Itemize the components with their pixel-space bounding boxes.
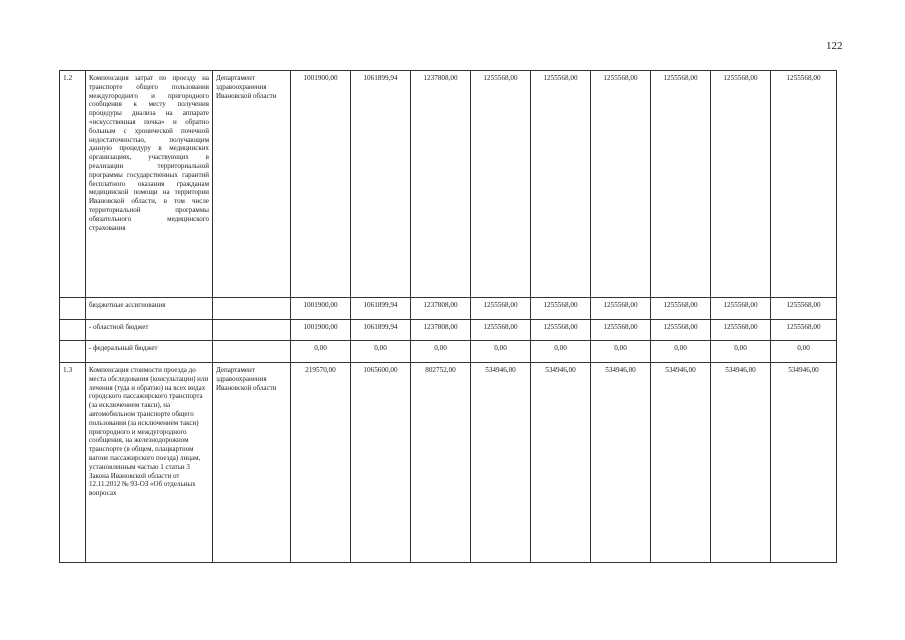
value-cell: 1255568,00 [591, 298, 651, 320]
row-description: бюджетные ассигнования [86, 298, 213, 320]
table-row [60, 298, 837, 320]
row-description: - федеральный бюджет [86, 341, 213, 363]
row-department [213, 320, 291, 341]
value-cell: 1255568,00 [531, 71, 591, 298]
value-cell: 0,00 [531, 341, 591, 363]
value-cell: 1061899,94 [351, 320, 411, 341]
budget-table [59, 70, 837, 563]
value-cell: 1255568,00 [711, 298, 771, 320]
value-cell: 1255568,00 [531, 320, 591, 341]
row-department [213, 341, 291, 363]
value-cell: 534946,00 [711, 363, 771, 563]
row-department: Департамент здравоохранения Ивановской области [213, 71, 291, 298]
value-cell: 1255568,00 [471, 71, 531, 298]
value-cell: 534946,00 [471, 363, 531, 563]
value-cell: 1001900,00 [291, 320, 351, 341]
table-row [60, 320, 837, 341]
row-description: Компенсация стоимости проезда до места обследования (консультации) или лечения (туда и обратно) на всех видах городского пассажирского транспорта (за исключением такси), на автомобильном транспорте общего пользования (за исключением такси) пригородного и междугородного сообщения, на железнодорожном транспорте (в общем, плацкартном вагоне пассажирского поезда) лицам, установленным частью 1 статьи 3 Закона Ивановской области от 12.11.2012 № 93-ОЗ «Об отдельных вопросах [86, 363, 213, 563]
value-cell: 1061899,94 [351, 298, 411, 320]
value-cell: 219570,00 [291, 363, 351, 563]
value-cell: 0,00 [411, 341, 471, 363]
value-cell: 0,00 [651, 341, 711, 363]
value-cell: 1255568,00 [771, 298, 837, 320]
value-cell: 534946,00 [651, 363, 711, 563]
value-cell: 1065600,00 [351, 363, 411, 563]
row-department [213, 298, 291, 320]
value-cell: 802752,00 [411, 363, 471, 563]
value-cell: 1255568,00 [771, 71, 837, 298]
value-cell: 0,00 [471, 341, 531, 363]
table-row [60, 71, 837, 298]
value-cell: 0,00 [351, 341, 411, 363]
value-cell: 1255568,00 [711, 320, 771, 341]
value-cell: 1255568,00 [591, 71, 651, 298]
row-code [60, 320, 86, 341]
value-cell: 1255568,00 [651, 71, 711, 298]
value-cell: 1255568,00 [591, 320, 651, 341]
value-cell: 1061899,94 [351, 71, 411, 298]
row-code [60, 341, 86, 363]
row-code: 1.3 [60, 363, 86, 563]
row-department: Департамент здравоохранения Ивановской области [213, 363, 291, 563]
value-cell: 1255568,00 [471, 298, 531, 320]
row-description: Компенсация затрат по проезду на транспорте общего пользования междугороднего и пригородного сообщения к месту получения процедуры диализа на аппарате «искусственная почка» и обратно больным с хронической почечной недостаточностью, получающим данную процедуру в медицинских организациях, участвующих в реализации территориальной программы государственных гарантий бесплатного оказания гражданам медицинской помощи на территории Ивановской области, в том числе территориальной программы обязательного медицинского страхования [86, 71, 213, 298]
value-cell: 1237808,00 [411, 71, 471, 298]
value-cell: 1255568,00 [471, 320, 531, 341]
value-cell: 1237808,00 [411, 320, 471, 341]
value-cell: 1001900,00 [291, 298, 351, 320]
value-cell: 1255568,00 [531, 298, 591, 320]
row-code: 1.2 [60, 71, 86, 298]
value-cell: 1255568,00 [651, 320, 711, 341]
value-cell: 0,00 [711, 341, 771, 363]
value-cell: 1237808,00 [411, 298, 471, 320]
value-cell: 0,00 [591, 341, 651, 363]
value-cell: 0,00 [291, 341, 351, 363]
value-cell: 534946,00 [531, 363, 591, 563]
value-cell: 1255568,00 [651, 298, 711, 320]
row-code [60, 298, 86, 320]
table-row [60, 341, 837, 363]
value-cell: 1255568,00 [711, 71, 771, 298]
value-cell: 1001900,00 [291, 71, 351, 298]
value-cell: 0,00 [771, 341, 837, 363]
table-row [60, 363, 837, 563]
value-cell: 534946,00 [591, 363, 651, 563]
row-description: - областной бюджет [86, 320, 213, 341]
value-cell: 534946,00 [771, 363, 837, 563]
page-number: 122 [826, 40, 843, 52]
value-cell: 1255568,00 [771, 320, 837, 341]
